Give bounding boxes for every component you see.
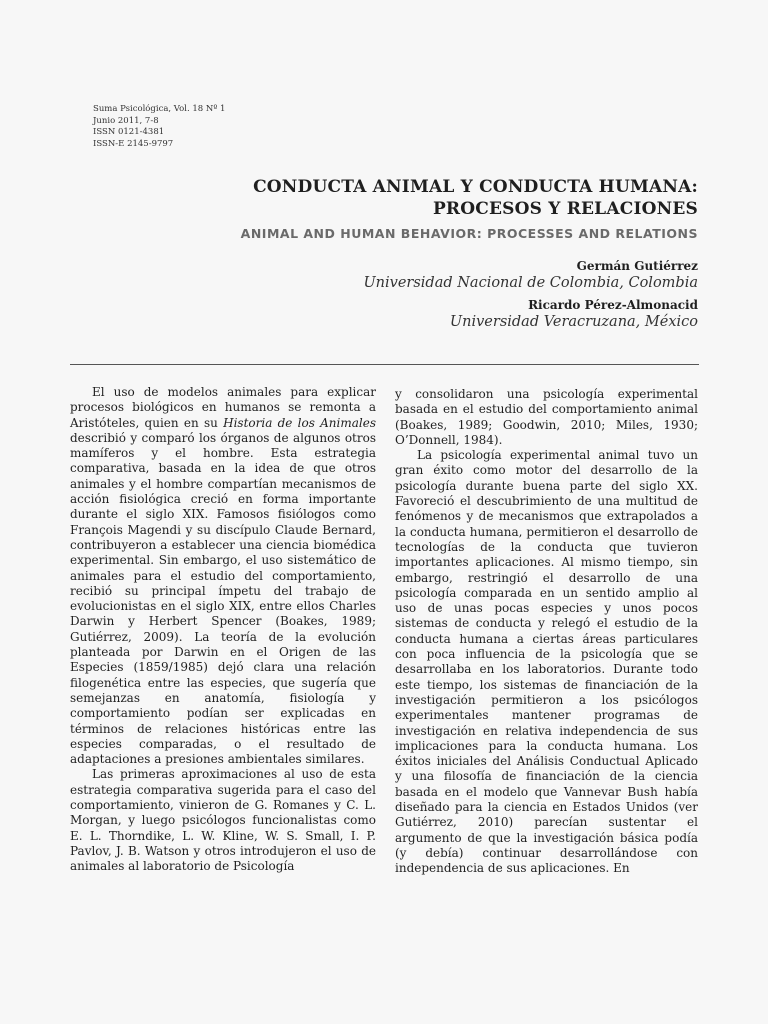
- paragraph-text: describió y comparó los órganos de algunos otros mamíferos y el hombre. Esta estrategia comparativa, basada en la idea de que otros animales y el hombre compartían mecanismos de acción fisiológica creció en forma importante durante el siglo XIX. Famosos fisiólogos como François Magendi y su discípulo Claude Bernard, contribuyeron a establecer una ciencia biomédica experimental. Sin embargo, el uso sistemático de animales para el estudio del comportamiento, recibió su principal ímpetu del trabajo de evolucionistas en el siglo XIX, entre ellos Charles Darwin y Herbert Spencer (Boakes, 1989; Gutiérrez, 2009). La teoría de la evolución planteada por Darwin en el Origen de las Especies (1859/1985) dejó clara una relación filogenética entre las especies, que sugería que semejanzas en anatomía, fisiología y comportamiento podían ser explicadas en términos de relaciones históricas entre las especies comparadas, o el resultado de adaptaciones a presiones ambientales similares.: [70, 430, 376, 767]
- journal-issn-e: ISSN-E 2145-9797: [93, 138, 174, 149]
- journal-issn: ISSN 0121-4381: [93, 127, 165, 137]
- left-column: [70, 385, 376, 875]
- title-english: ANIMAL AND HUMAN BEHAVIOR: PROCESSES AND RELATIONS: [240, 226, 698, 241]
- paragraph: La psicología experimental animal tuvo un gran éxito como motor del desarrollo de la psicología durante buena parte del siglo XX. Favoreció el descubrimiento de una multitud de fenómenos y de mecanismos que extrapolados a la conducta humana, permitieron el desarrollo de tecnologías de la conducta que tuvieron importantes aplicaciones. Al mismo tiempo, sin embargo, restringió el desarrollo de una psicología comparada en un sentido amplio al uso de unas pocas especies y unos pocos sistemas de conducta y relegó el estudio de la conducta humana a ciertas áreas particulares con poca influencia de la psicología que se desarrollaba en los laboratorios. Durante todo este tiempo, los sistemas de financiación de la investigación permitieron a los psicólogos experimentales mantener programas de investigación en relativa independencia de sus implicaciones para la conducta humana. Los éxitos iniciales del Análisis Conductual Aplicado y una filosofía de financiación de la ciencia basada en el modelo que Vannevar Bush había diseñado para la ciencia en Estados Unidos (ver Gutiérrez, 2010) parecían sustentar el argumento de que la investigación básica podía (y debía) continuar desarrollándose con independencia de sus aplicaciones. En: [395, 448, 698, 876]
- author-name: Ricardo Pérez-Almonacid: [528, 298, 698, 312]
- italic-book-title: Historia de los Animales: [223, 415, 377, 430]
- title-spanish-line2: PROCESOS Y RELACIONES: [432, 199, 698, 219]
- journal-info: [93, 104, 225, 150]
- paragraph: y consolidaron una psicología experimental basada en el estudio del comportamiento animal (Boakes, 1989; Goodwin, 2010; Miles, 1930; O’Donnell, 1984).: [395, 387, 698, 447]
- journal-date: Junio 2011, 7-8: [93, 115, 159, 126]
- author-affiliation: Universidad Veracruzana, México: [449, 314, 698, 330]
- right-column: [395, 387, 698, 877]
- journal-volume: Suma Psicológica, Vol. 18 Nº 1: [93, 104, 226, 114]
- header-divider: [70, 364, 699, 365]
- author-list: [58, 258, 698, 332]
- paragraph: Las primeras aproximaciones al uso de esta estrategia comparativa sugerida para el caso del comportamiento, vinieron de G. Romanes y C. L. Morgan, y luego psicólogos funcionalistas como E. L. Thorndike, L. W. Kline, W. S. Small, I. P. Pavlov, J. B. Watson y otros introdujeron el uso de animales al laboratorio de Psicología: [70, 767, 376, 874]
- paragraph: [70, 385, 376, 767]
- paragraph-text: El uso de modelos animales para explicar procesos biológicos en humanos se remonta a Aristóteles, quien en su: [70, 385, 376, 430]
- title-spanish: [58, 176, 698, 220]
- author-affiliation: Universidad Nacional de Colombia, Colombia: [363, 275, 698, 291]
- title-block: [58, 176, 698, 336]
- author-name: Germán Gutiérrez: [576, 259, 698, 273]
- title-spanish-line1: CONDUCTA ANIMAL Y CONDUCTA HUMANA:: [253, 177, 698, 197]
